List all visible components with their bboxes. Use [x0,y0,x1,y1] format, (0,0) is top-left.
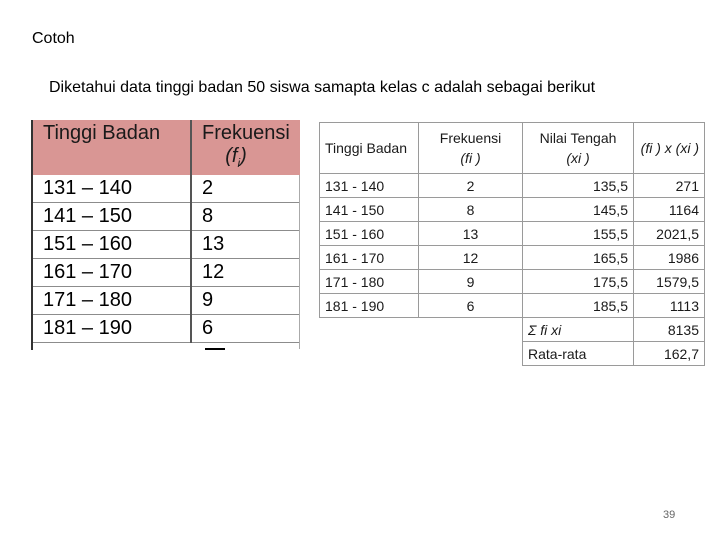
header-frekuensi-label: Frekuensi [202,122,290,144]
range-cell: 131 - 140 [320,174,419,198]
page-number: 39 [663,509,676,521]
fi-cell: 13 [419,222,523,246]
freq-cell: 8 [191,203,300,231]
fi-cell: 2 [419,174,523,198]
sum-row [320,318,705,342]
left-table-right-edge [299,175,300,349]
sum-label: Σ fi xi [523,318,634,342]
range-cell: 171 - 180 [320,270,419,294]
table-row [33,287,300,315]
fi-cell: 9 [419,270,523,294]
table-row [320,198,705,222]
sum-value: 8135 [634,318,705,342]
intro-text: Diketahui data tinggi badan 50 siswa samapta kelas c adalah sebagai berikut [49,79,596,96]
range-cell: 171 – 180 [33,287,191,315]
range-cell: 181 – 190 [33,315,191,343]
header-frekuensi: Frekuensi (fi ) [419,123,523,174]
fixi-cell: 1986 [634,246,705,270]
range-cell: 181 - 190 [320,294,419,318]
table-row [33,259,300,287]
header-frekuensi-symbol: $(f_i)$ [225,145,247,170]
freq-cell: 2 [191,175,300,203]
range-cell: 151 – 160 [33,231,191,259]
underline-mark [205,348,225,350]
mean-value: 162,7 [634,342,705,366]
header-tinggi-badan: Tinggi Badan [33,120,191,175]
range-cell: 161 - 170 [320,246,419,270]
fixi-cell: 1113 [634,294,705,318]
slide-heading: Cotoh [32,30,75,47]
table-row [320,246,705,270]
header-fi-times-xi: (fi ) x (xi ) [634,123,705,174]
mean-row [320,342,705,366]
blank-cell [419,342,523,366]
range-cell: 141 – 150 [33,203,191,231]
fixi-cell: 271 [634,174,705,198]
xi-cell: 175,5 [523,270,634,294]
range-cell: 131 – 140 [33,175,191,203]
range-cell: 151 - 160 [320,222,419,246]
range-cell: 141 - 150 [320,198,419,222]
table-row [33,315,300,343]
freq-cell: 6 [191,315,300,343]
frequency-table-header [33,120,300,175]
mean-calculation-table [319,122,705,366]
header-tinggi-badan: Tinggi Badan [320,123,419,174]
table-row [320,270,705,294]
mean-label: Rata-rata [523,342,634,366]
blank-cell [320,342,419,366]
blank-cell [320,318,419,342]
frequency-table [33,120,300,343]
xi-cell: 145,5 [523,198,634,222]
fi-cell: 6 [419,294,523,318]
xi-cell: 155,5 [523,222,634,246]
freq-cell: 13 [191,231,300,259]
fixi-cell: 1579,5 [634,270,705,294]
table-row [33,231,300,259]
table-row [33,203,300,231]
blank-cell [419,318,523,342]
xi-cell: 185,5 [523,294,634,318]
xi-cell: 165,5 [523,246,634,270]
table-row [320,222,705,246]
fi-cell: 12 [419,246,523,270]
header-nilai-tengah: Nilai Tengah (xi ) [523,123,634,174]
header-frekuensi [191,120,300,175]
table-row [33,175,300,203]
fixi-cell: 1164 [634,198,705,222]
table-row [320,294,705,318]
freq-cell: 12 [191,259,300,287]
xi-cell: 135,5 [523,174,634,198]
fi-cell: 8 [419,198,523,222]
mean-table-header [320,123,705,174]
table-row [320,174,705,198]
freq-cell: 9 [191,287,300,315]
fixi-cell: 2021,5 [634,222,705,246]
range-cell: 161 – 170 [33,259,191,287]
